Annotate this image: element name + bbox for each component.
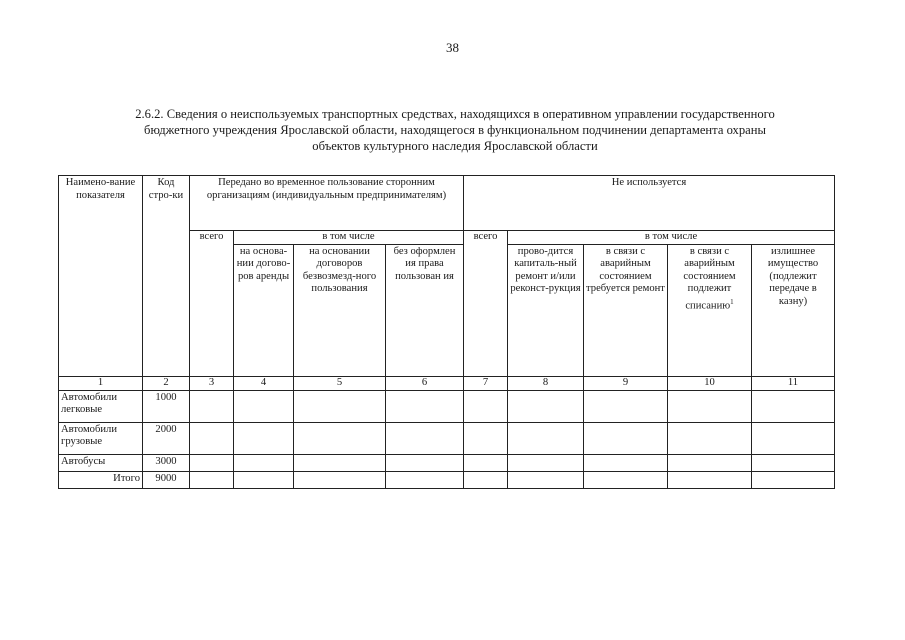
cell — [508, 390, 584, 422]
column-number: 2 — [143, 376, 190, 390]
cell — [190, 471, 234, 488]
cell — [464, 471, 508, 488]
cell — [190, 422, 234, 454]
cell — [508, 454, 584, 471]
header-transferred: Передано во временное пользование сторонним организациям (индивидуальным предпринимателям) — [190, 176, 464, 231]
cell — [294, 471, 386, 488]
column-number: 1 — [59, 376, 143, 390]
header-transferred-total: всего — [190, 231, 234, 377]
table-row — [59, 422, 835, 454]
cell — [668, 390, 752, 422]
row-label: Итого — [59, 471, 143, 488]
column-number: 4 — [234, 376, 294, 390]
cell — [234, 422, 294, 454]
cell — [234, 454, 294, 471]
column-number: 11 — [752, 376, 835, 390]
page-number: 38 — [446, 40, 459, 55]
vehicles-table — [58, 175, 835, 489]
cell — [752, 471, 835, 488]
header-name: Наимено-вание показателя — [59, 176, 143, 377]
column-number: 10 — [668, 376, 752, 390]
header-emergency-writeoff — [668, 244, 752, 376]
cell — [584, 390, 668, 422]
row-code: 2000 — [143, 422, 190, 454]
row-label: Автобусы — [59, 454, 143, 471]
cell — [752, 422, 835, 454]
cell — [386, 390, 464, 422]
cell — [508, 471, 584, 488]
cell — [752, 454, 835, 471]
cell — [668, 422, 752, 454]
cell — [294, 422, 386, 454]
header-repair: прово-дится капиталь-ный ремонт и/или реконст-рукция — [508, 244, 584, 376]
row-code: 9000 — [143, 471, 190, 488]
cell — [508, 422, 584, 454]
column-number: 5 — [294, 376, 386, 390]
row-label: Автомобили легковые — [59, 390, 143, 422]
cell — [294, 454, 386, 471]
header-code: Код стро-ки — [143, 176, 190, 377]
cell — [584, 422, 668, 454]
header-transferred-including: в том числе — [234, 231, 464, 245]
cell — [234, 471, 294, 488]
section-heading — [60, 106, 850, 154]
cell — [386, 454, 464, 471]
header-free-use: на основании договоров безвозмезд-ного пользования — [294, 244, 386, 376]
row-label: Автомобили грузовые — [59, 422, 143, 454]
cell — [464, 422, 508, 454]
header-not-used-including: в том числе — [508, 231, 835, 245]
table-row — [59, 471, 835, 488]
cell — [584, 454, 668, 471]
column-number: 3 — [190, 376, 234, 390]
heading-line-1: 2.6.2. Сведения о неиспользуемых транспортных средствах, находящихся в оперативном управлении государственного — [135, 107, 775, 121]
cell — [234, 390, 294, 422]
row-code: 1000 — [143, 390, 190, 422]
cell — [386, 422, 464, 454]
cell — [668, 471, 752, 488]
cell — [464, 454, 508, 471]
cell — [190, 390, 234, 422]
column-number: 6 — [386, 376, 464, 390]
cell — [294, 390, 386, 422]
column-number: 9 — [584, 376, 668, 390]
table-row — [59, 390, 835, 422]
header-not-used: Не используется — [464, 176, 835, 231]
header-lease: на основа-нии догово-ров аренды — [234, 244, 294, 376]
row-code: 3000 — [143, 454, 190, 471]
header-not-used-total: всего — [464, 231, 508, 377]
cell — [464, 390, 508, 422]
header-surplus: излишнее имущество (подлежит передаче в казну) — [752, 244, 835, 376]
header-no-rights: без оформлен ия права пользован ия — [386, 244, 464, 376]
cell — [190, 454, 234, 471]
cell — [668, 454, 752, 471]
footnote-mark: 1 — [730, 297, 734, 306]
column-number: 7 — [464, 376, 508, 390]
cell — [584, 471, 668, 488]
header-emergency-writeoff-text: в связи с аварийным состоянием подлежит списанию — [683, 245, 736, 312]
cell — [752, 390, 835, 422]
cell — [386, 471, 464, 488]
heading-line-2: бюджетного учреждения Ярославской области, находящегося в функциональном подчинении департамента охраны — [144, 123, 766, 137]
column-number: 8 — [508, 376, 584, 390]
table-row — [59, 454, 835, 471]
heading-line-3: объектов культурного наследия Ярославской области — [312, 139, 598, 153]
header-emergency-repair: в связи с аварийным состоянием требуется ремонт — [584, 244, 668, 376]
